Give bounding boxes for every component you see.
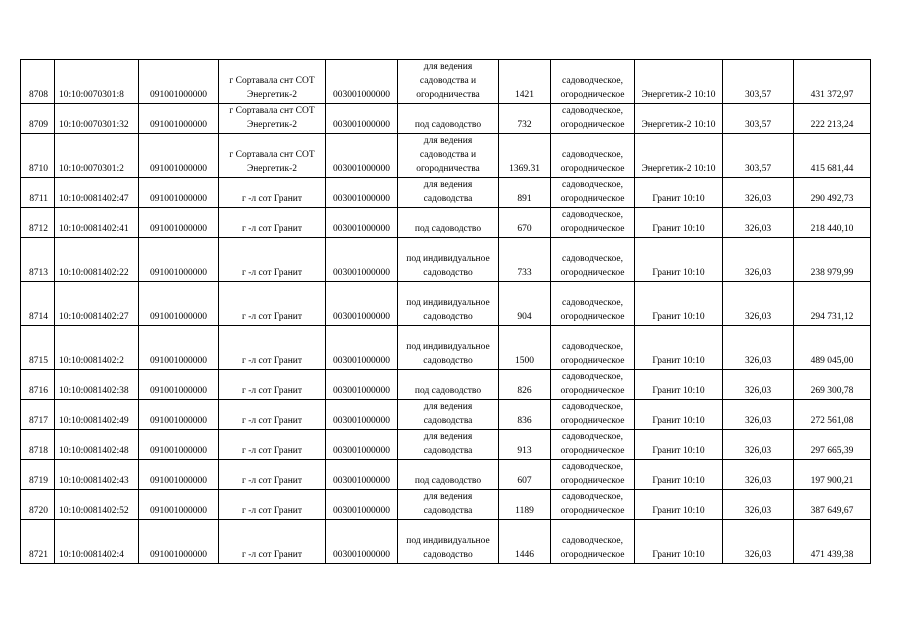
cadastral-number-cell: 10:10:0081402:43 [55,460,139,490]
district-code-cell: 003001000000 [326,370,398,400]
specific-value-cell: 326,03 [723,238,794,282]
cadastral-value-cell: 297 665,39 [794,430,871,460]
cadastral-value-cell: 415 681,44 [794,134,871,178]
table-row [21,282,871,326]
specific-value-cell: 326,03 [723,490,794,520]
specific-value-cell: 326,03 [723,326,794,370]
table-body [21,60,871,564]
cadastral-number-cell: 10:10:0081402:38 [55,370,139,400]
address-cell: г Сортавала снт СОТ Энергетик-2 [219,60,326,104]
land-category-cell: садоводческое, огородническое [551,208,635,238]
permitted-use-cell: под индивидуальное садоводство [398,326,499,370]
specific-value-cell: 303,57 [723,104,794,134]
cadastral-value-cell: 489 045,00 [794,326,871,370]
row-number-cell: 8719 [21,460,55,490]
area-cell: 1446 [499,520,551,564]
cadastral-number-cell: 10:10:0081402:22 [55,238,139,282]
okato-code-cell: 091001000000 [139,60,219,104]
district-code-cell: 003001000000 [326,238,398,282]
permitted-use-cell: для ведения садоводства [398,430,499,460]
cadastral-value-cell: 222 213,24 [794,104,871,134]
valuation-zone-cell: Гранит 10:10 [635,282,723,326]
area-cell: 733 [499,238,551,282]
okato-code-cell: 091001000000 [139,134,219,178]
table-row [21,178,871,208]
row-number-cell: 8715 [21,326,55,370]
valuation-zone-cell: Гранит 10:10 [635,208,723,238]
cadastral-value-cell: 431 372,97 [794,60,871,104]
permitted-use-cell: под индивидуальное садоводство [398,520,499,564]
valuation-zone-cell: Энергетик-2 10:10 [635,104,723,134]
specific-value-cell: 326,03 [723,282,794,326]
permitted-use-cell: под садоводство [398,460,499,490]
row-number-cell: 8716 [21,370,55,400]
address-cell: г -л сот Гранит [219,178,326,208]
land-category-cell: садоводческое, огородническое [551,326,635,370]
table-row [21,134,871,178]
specific-value-cell: 326,03 [723,430,794,460]
land-category-cell: садоводческое, огородническое [551,60,635,104]
row-number-cell: 8717 [21,400,55,430]
valuation-zone-cell: Гранит 10:10 [635,430,723,460]
row-number-cell: 8710 [21,134,55,178]
land-category-cell: садоводческое, огородническое [551,238,635,282]
cadastral-value-cell: 238 979,99 [794,238,871,282]
okato-code-cell: 091001000000 [139,208,219,238]
cadastral-number-cell: 10:10:0081402:48 [55,430,139,460]
valuation-zone-cell: Гранит 10:10 [635,520,723,564]
valuation-zone-cell: Гранит 10:10 [635,400,723,430]
land-category-cell: садоводческое, огородническое [551,490,635,520]
row-number-cell: 8713 [21,238,55,282]
valuation-zone-cell: Гранит 10:10 [635,490,723,520]
cadastral-number-cell: 10:10:0070301:8 [55,60,139,104]
okato-code-cell: 091001000000 [139,178,219,208]
okato-code-cell: 091001000000 [139,430,219,460]
district-code-cell: 003001000000 [326,400,398,430]
land-category-cell: садоводческое, огородническое [551,282,635,326]
cadastral-number-cell: 10:10:0081402:27 [55,282,139,326]
land-category-cell: садоводческое, огородническое [551,104,635,134]
valuation-zone-cell: Гранит 10:10 [635,460,723,490]
specific-value-cell: 326,03 [723,178,794,208]
cadastral-number-cell: 10:10:0081402:47 [55,178,139,208]
cadastral-value-table [20,59,871,564]
area-cell: 913 [499,430,551,460]
cadastral-number-cell: 10:10:0081402:2 [55,326,139,370]
permitted-use-cell: для ведения садоводства [398,178,499,208]
address-cell: г Сортавала снт СОТ Энергетик-2 [219,104,326,134]
area-cell: 670 [499,208,551,238]
permitted-use-cell: под индивидуальное садоводство [398,238,499,282]
specific-value-cell: 326,03 [723,400,794,430]
address-cell: г -л сот Гранит [219,460,326,490]
address-cell: г -л сот Гранит [219,430,326,460]
valuation-zone-cell: Энергетик-2 10:10 [635,134,723,178]
area-cell: 891 [499,178,551,208]
specific-value-cell: 326,03 [723,460,794,490]
okato-code-cell: 091001000000 [139,520,219,564]
cadastral-value-cell: 269 300,78 [794,370,871,400]
address-cell: г -л сот Гранит [219,490,326,520]
row-number-cell: 8714 [21,282,55,326]
cadastral-value-cell: 387 649,67 [794,490,871,520]
cadastral-value-cell: 272 561,08 [794,400,871,430]
specific-value-cell: 326,03 [723,520,794,564]
address-cell: г -л сот Гранит [219,208,326,238]
valuation-zone-cell: Гранит 10:10 [635,238,723,282]
valuation-zone-cell: Энергетик-2 10:10 [635,60,723,104]
row-number-cell: 8720 [21,490,55,520]
cadastral-number-cell: 10:10:0081402:52 [55,490,139,520]
area-cell: 1189 [499,490,551,520]
cadastral-number-cell: 10:10:0070301:32 [55,104,139,134]
cadastral-value-cell: 471 439,38 [794,520,871,564]
land-category-cell: садоводческое, огородническое [551,460,635,490]
table-row [21,370,871,400]
valuation-zone-cell: Гранит 10:10 [635,326,723,370]
address-cell: г -л сот Гранит [219,326,326,370]
specific-value-cell: 303,57 [723,134,794,178]
permitted-use-cell: для ведения садоводства и огородничества [398,60,499,104]
table-row [21,208,871,238]
table-row [21,460,871,490]
district-code-cell: 003001000000 [326,326,398,370]
cadastral-value-cell: 218 440,10 [794,208,871,238]
district-code-cell: 003001000000 [326,490,398,520]
district-code-cell: 003001000000 [326,460,398,490]
address-cell: г -л сот Гранит [219,282,326,326]
land-category-cell: садоводческое, огородническое [551,178,635,208]
table-row [21,104,871,134]
specific-value-cell: 326,03 [723,208,794,238]
area-cell: 1369.31 [499,134,551,178]
okato-code-cell: 091001000000 [139,282,219,326]
cadastral-number-cell: 10:10:0070301:2 [55,134,139,178]
table-row [21,400,871,430]
row-number-cell: 8708 [21,60,55,104]
okato-code-cell: 091001000000 [139,104,219,134]
permitted-use-cell: для ведения садоводства [398,490,499,520]
area-cell: 826 [499,370,551,400]
area-cell: 1421 [499,60,551,104]
area-cell: 732 [499,104,551,134]
district-code-cell: 003001000000 [326,178,398,208]
address-cell: г -л сот Гранит [219,238,326,282]
district-code-cell: 003001000000 [326,60,398,104]
row-number-cell: 8712 [21,208,55,238]
area-cell: 607 [499,460,551,490]
table-row [21,520,871,564]
okato-code-cell: 091001000000 [139,490,219,520]
okato-code-cell: 091001000000 [139,326,219,370]
land-category-cell: садоводческое, огородническое [551,134,635,178]
cadastral-number-cell: 10:10:0081402:41 [55,208,139,238]
okato-code-cell: 091001000000 [139,370,219,400]
address-cell: г -л сот Гранит [219,520,326,564]
area-cell: 1500 [499,326,551,370]
cadastral-number-cell: 10:10:0081402:49 [55,400,139,430]
district-code-cell: 003001000000 [326,208,398,238]
land-category-cell: садоводческое, огородническое [551,430,635,460]
table-row [21,430,871,460]
land-category-cell: садоводческое, огородническое [551,370,635,400]
land-category-cell: садоводческое, огородническое [551,520,635,564]
district-code-cell: 003001000000 [326,520,398,564]
district-code-cell: 003001000000 [326,282,398,326]
valuation-zone-cell: Гранит 10:10 [635,178,723,208]
okato-code-cell: 091001000000 [139,238,219,282]
permitted-use-cell: под индивидуальное садоводство [398,282,499,326]
cadastral-number-cell: 10:10:0081402:4 [55,520,139,564]
permitted-use-cell: для ведения садоводства и огородничества [398,134,499,178]
row-number-cell: 8718 [21,430,55,460]
address-cell: г -л сот Гранит [219,370,326,400]
permitted-use-cell: под садоводство [398,208,499,238]
permitted-use-cell: под садоводство [398,370,499,400]
cadastral-value-cell: 290 492,73 [794,178,871,208]
table-row [21,326,871,370]
permitted-use-cell: для ведения садоводства [398,400,499,430]
okato-code-cell: 091001000000 [139,400,219,430]
row-number-cell: 8709 [21,104,55,134]
row-number-cell: 8721 [21,520,55,564]
district-code-cell: 003001000000 [326,134,398,178]
area-cell: 836 [499,400,551,430]
specific-value-cell: 326,03 [723,370,794,400]
district-code-cell: 003001000000 [326,430,398,460]
land-category-cell: садоводческое, огородническое [551,400,635,430]
cadastral-value-cell: 197 900,21 [794,460,871,490]
table-row [21,60,871,104]
permitted-use-cell: под садоводство [398,104,499,134]
okato-code-cell: 091001000000 [139,460,219,490]
address-cell: г Сортавала снт СОТ Энергетик-2 [219,134,326,178]
table-row [21,490,871,520]
specific-value-cell: 303,57 [723,60,794,104]
row-number-cell: 8711 [21,178,55,208]
valuation-zone-cell: Гранит 10:10 [635,370,723,400]
district-code-cell: 003001000000 [326,104,398,134]
area-cell: 904 [499,282,551,326]
address-cell: г -л сот Гранит [219,400,326,430]
cadastral-value-cell: 294 731,12 [794,282,871,326]
table-row [21,238,871,282]
